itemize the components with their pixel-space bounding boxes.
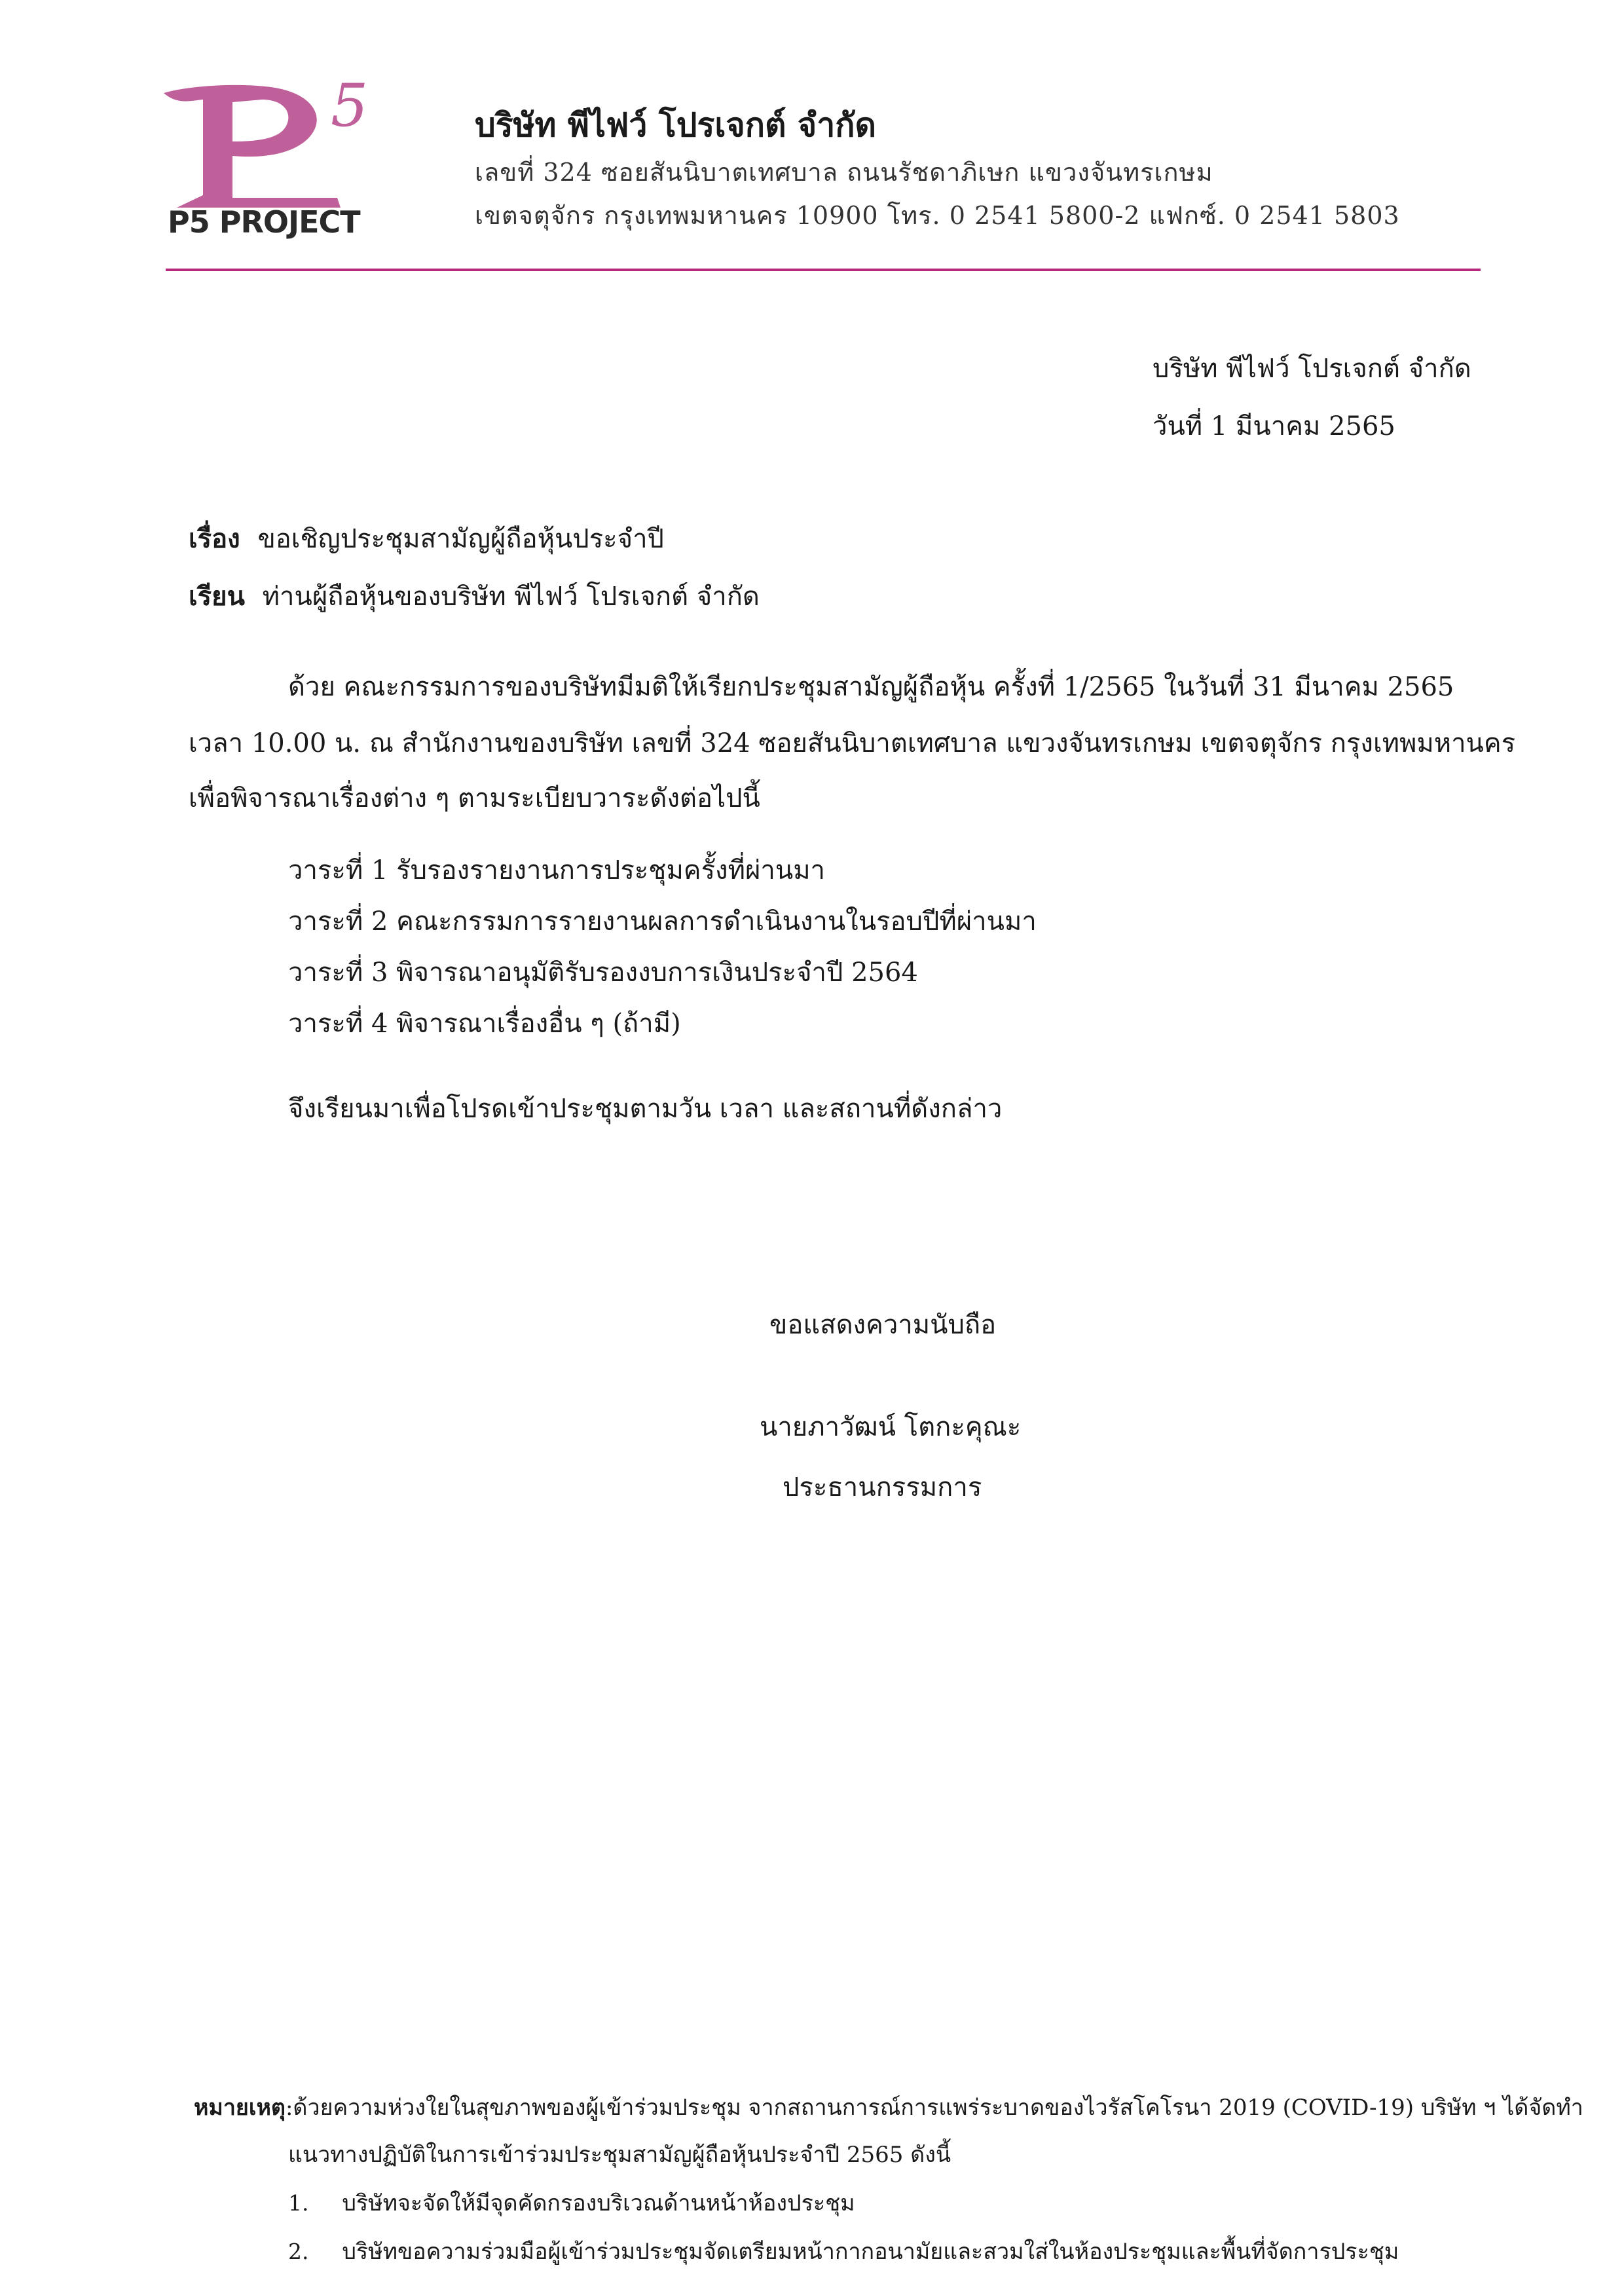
signatory-name: นายภาวัฒน์ โตกะคุณะ	[760, 1412, 1022, 1442]
note-item-1	[288, 2185, 855, 2220]
agenda-item: วาระที่ 3 พิจารณาอนุมัติรับรองงบการเงินประจำปี 2564	[288, 958, 918, 988]
recipient-label: เรียน	[189, 581, 245, 612]
logo-text: P5 PROJECT	[168, 204, 360, 240]
header-divider	[166, 269, 1481, 271]
note-item-text: บริษัทจะจัดให้มีจุดคัดกรองบริเวณด้านหน้าห้องประชุม	[342, 2190, 855, 2216]
note-item-text: บริษัทขอความร่วมมือผู้เข้าร่วมประชุมจัดเตรียมหน้ากากอนามัยและสวมใส่ในห้องประชุมและพื้นที่จัดการประชุม	[342, 2239, 1399, 2265]
note-item-number: 2.	[288, 2239, 309, 2264]
note-item-number: 1.	[288, 2190, 309, 2216]
agenda-item: วาระที่ 2 คณะกรรมการรายงานผลการดำเนินงานในรอบปีที่ผ่านมา	[288, 906, 1037, 937]
note-text-1: :ด้วยความห่วงใยในสุขภาพของผู้เข้าร่วมประชุม จากสถานการณ์การแพร่ระบาดของไวรัสโคโรนา 2019 (COVID-19) บริษัท ฯ ได้จัดทำ	[285, 2095, 1583, 2121]
note-line-2: แนวทางปฏิบัติในการเข้าร่วมประชุมสามัญผู้ถือหุ้นประจำปี 2565 ดังนี้	[288, 2142, 951, 2168]
sender-company: บริษัท พีไฟว์ โปรเจกต์ จำกัด	[1153, 354, 1471, 384]
body-line-1: ด้วย คณะกรรมการของบริษัทมีมติให้เรียกประชุมสามัญผู้ถือหุ้น ครั้งที่ 1/2565 ในวันที่ 31 มีนาคม 2565	[288, 672, 1454, 702]
note-item-2	[288, 2233, 1399, 2269]
recipient-line	[189, 575, 760, 617]
p5-logo-mark	[164, 73, 373, 211]
agenda-item: วาระที่ 1 รับรองรายงานการประชุมครั้งที่ผ่านมา	[288, 855, 826, 886]
body-line-3: เพื่อพิจารณาเรื่องต่าง ๆ ตามระเบียบวาระดังต่อไปนี้	[189, 783, 760, 813]
letter-date: วันที่ 1 มีนาคม 2565	[1153, 411, 1395, 441]
signature-closing: ขอแสดงความนับถือ	[769, 1310, 997, 1340]
subject-line	[189, 517, 664, 559]
closing-line: จึงเรียนมาเพื่อโปรดเข้าประชุมตามวัน เวลา และสถานที่ดังกล่าว	[288, 1094, 1003, 1124]
signatory-title: ประธานกรรมการ	[783, 1472, 982, 1502]
body-line-2: เวลา 10.00 น. ณ สำนักงานของบริษัท เลขที่ 324 ซอยสันนิบาตเทศบาล แขวงจันทรเกษม เขตจตุจักร กรุงเทพมหานคร	[189, 728, 1516, 758]
logo-superscript: 5	[331, 73, 369, 140]
company-address-line2: เขตจตุจักร กรุงเทพมหานคร 10900 โทร. 0 2541 5800-2 แฟกซ์. 0 2541 5803	[475, 201, 1400, 230]
subject-label: เรื่อง	[189, 523, 240, 554]
company-address-line1: เลขที่ 324 ซอยสันนิบาตเทศบาล ถนนรัชดาภิเษก แขวงจันทรเกษม	[475, 158, 1213, 187]
note-line-1	[194, 2089, 1583, 2125]
agenda-item: วาระที่ 4 พิจารณาเรื่องอื่น ๆ (ถ้ามี)	[288, 1009, 681, 1039]
recipient-text: ท่านผู้ถือหุ้นของบริษัท พีไฟว์ โปรเจกต์ จำกัด	[262, 582, 760, 612]
note-label: หมายเหตุ	[194, 2095, 286, 2121]
company-name: บริษัท พีไฟว์ โปรเจกต์ จำกัด	[475, 105, 877, 144]
subject-text: ขอเชิญประชุมสามัญผู้ถือหุ้นประจำปี	[257, 524, 664, 554]
